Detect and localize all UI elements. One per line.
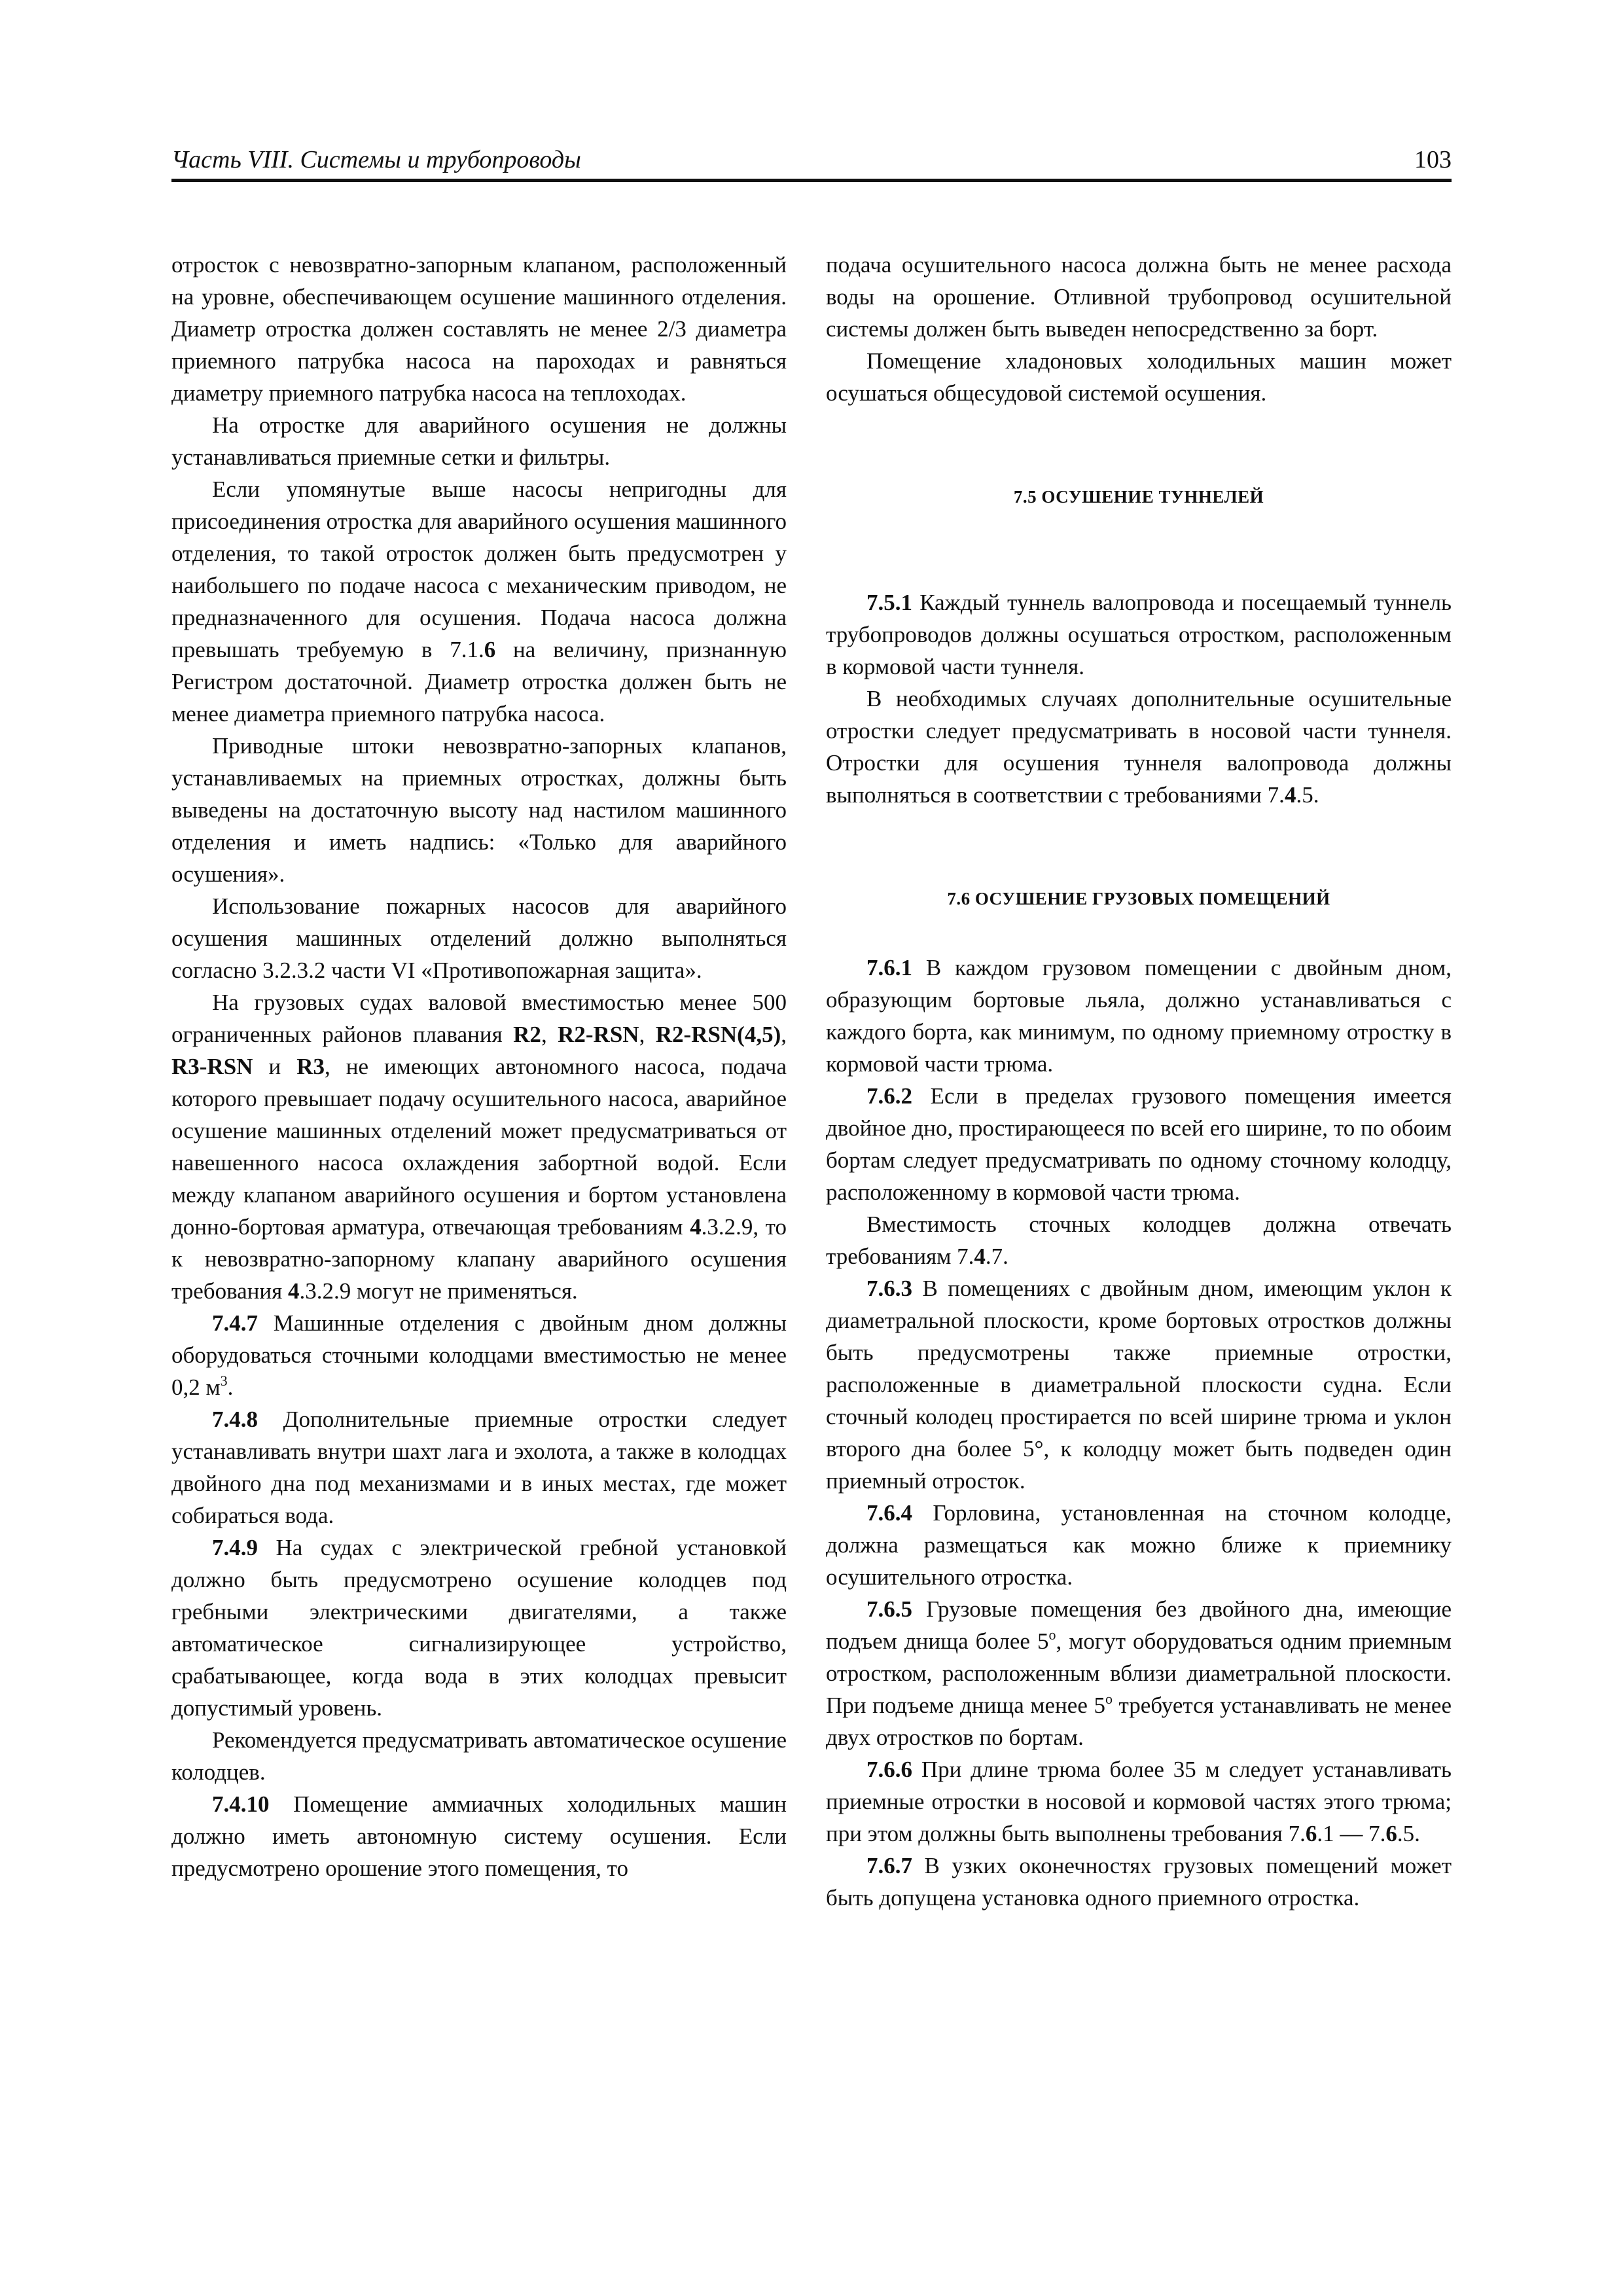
text-run: , xyxy=(781,1022,787,1047)
text-run: , xyxy=(541,1022,558,1047)
text-run: В помещениях с двойным дном, имеющим уклон к диаметральной плоскости, кроме бортовых отростков должны быть предусмотрены также приемные отростки, расположенные в диаметральной плоскости судна. Если сточный колодец простирается по всей ширине трюма и уклон второго дна более 5°, к колодцу может быть подведен один приемный отросток. xyxy=(826,1276,1452,1494)
clause-7-6-2 xyxy=(826,1080,1452,1208)
text-run: Вместимость сточных колодцев должна отвечать требованиям 7. xyxy=(826,1211,1452,1269)
text-run: , могут оборудоваться одним приемным отростком, расположенным вблизи диаметральной плоскости. При подъеме днища менее 5 xyxy=(826,1628,1452,1718)
clause-number: 7.6.3 xyxy=(866,1276,912,1301)
clause-number: 7.4.7 xyxy=(212,1310,258,1336)
text-run: В каждом грузовом помещении с двойным дном, образующим бортовые льяла, должно устанавливаться с каждого борта, как минимум, по одному приемному отростку в кормовой части трюма. xyxy=(826,955,1452,1077)
text-run: Помещение аммиачных холодильных машин должно иметь автономную систему осушения. Если предусмотрено орошение этого помещения, то xyxy=(171,1791,787,1881)
header-rule xyxy=(171,179,1452,182)
left-column xyxy=(171,249,787,1884)
clause-7-4-8 xyxy=(171,1403,787,1532)
running-header xyxy=(171,145,1452,178)
spacer xyxy=(826,811,1452,883)
text-run: На судах с электрической гребной установкой должно быть предусмотрено осушение колодцев под гребными электрическими двигателями, а также автоматическое сигнализирующее устройство, срабатывающее, когда вода в этих колодцах превысит допустимый уровень. xyxy=(171,1535,787,1721)
paragraph xyxy=(826,1208,1452,1272)
area-code: R2-RSN xyxy=(558,1022,639,1047)
text-run: В узких оконечностях грузовых помещений может быть допущена установка одного приемного отростка. xyxy=(826,1853,1452,1910)
clause-number: 7.5.1 xyxy=(866,590,912,615)
clause-number: 7.4.10 xyxy=(212,1791,270,1817)
paragraph: отросток с невозвратно-запорным клапаном, расположенный на уровне, обеспечивающем осушение машинного отделения. Диаметр отростка должен составлять не менее 2/3 диаметра приемного патрубка насоса на пароходах и равняться диаметру приемного патрубка насоса на теплоходах. xyxy=(171,252,787,406)
text-run: .1 — 7. xyxy=(1317,1821,1386,1846)
superscript: 3 xyxy=(220,1372,228,1389)
section-heading-7-5: 7.5 ОСУШЕНИЕ ТУННЕЛЕЙ xyxy=(1013,487,1264,507)
bold-ref: 6 xyxy=(1385,1821,1397,1846)
clause-7-6-3 xyxy=(826,1272,1452,1497)
text-run: , xyxy=(639,1022,656,1047)
paragraph: подача осушительного насоса должна быть не менее расхода воды на орошение. Отливной трубопровод осушительной системы должен быть выведен непосредственно за борт. xyxy=(826,252,1452,342)
text-run: на величину, признанную Регистром достаточной. Диаметр отростка должен быть не менее диаметра приемного патрубка насоса. xyxy=(171,637,787,726)
paragraph: Рекомендуется предусматривать автоматическое осушение колодцев. xyxy=(171,1727,787,1785)
text-run: .5. xyxy=(1296,782,1319,808)
clause-7-6-5 xyxy=(826,1593,1452,1753)
bold-ref: 6 xyxy=(484,637,496,662)
bold-ref: 4 xyxy=(690,1214,702,1240)
superscript: о xyxy=(1048,1626,1056,1643)
page-number: 103 xyxy=(1414,146,1452,173)
paragraph xyxy=(171,986,787,1307)
paragraph: На отростке для аварийного осушения не должны устанавливаться приемные сетки и фильтры. xyxy=(171,412,787,470)
area-code: R2-RSN(4,5) xyxy=(655,1022,781,1047)
text-run: .5. xyxy=(1397,1821,1420,1846)
clause-number: 7.4.8 xyxy=(212,1407,258,1432)
clause-number: 7.6.4 xyxy=(866,1500,912,1526)
clause-7-4-10 xyxy=(171,1788,787,1884)
clause-7-6-7 xyxy=(826,1850,1452,1914)
section-heading-7-6: 7.6 ОСУШЕНИЕ ГРУЗОВЫХ ПОМЕЩЕНИЙ xyxy=(947,889,1330,908)
text-run: .3.2.9 могут не применяться. xyxy=(299,1278,578,1304)
clause-number: 7.4.9 xyxy=(212,1535,258,1560)
area-code: R3-RSN xyxy=(171,1054,253,1079)
text-run: Горловина, установленная на сточном колодце, должна размещаться как можно ближе к приемнику осушительного отростка. xyxy=(826,1500,1452,1590)
clause-7-6-4 xyxy=(826,1497,1452,1593)
clause-number: 7.6.1 xyxy=(866,955,912,980)
area-code: R2 xyxy=(513,1022,541,1047)
paragraph xyxy=(826,683,1452,811)
clause-number: 7.6.5 xyxy=(866,1596,912,1622)
spacer xyxy=(826,915,1452,952)
superscript: о xyxy=(1105,1691,1113,1707)
clause-7-4-7 xyxy=(171,1307,787,1403)
bold-ref: 4 xyxy=(1284,782,1296,808)
text-run: Грузовые помещения без двойного дна, имеющие подъем днища более 5 xyxy=(826,1596,1452,1654)
paragraph xyxy=(171,473,787,730)
text-run: На грузовых судах валовой вместимостью менее 500 ограниченных районов плавания xyxy=(171,990,787,1047)
text-run: Если упомянутые выше насосы непригодны для присоединения отростка для аварийного осушения машинного отделения, то такой отросток должен быть предусмотрен у наибольшего по подаче насоса с механическим приводом, не предназначенного для осушения. Подача насоса должна превышать требуемую в 7.1. xyxy=(171,476,787,662)
text-run: и xyxy=(253,1054,297,1079)
spacer xyxy=(826,409,1452,481)
text-run: Если в пределах грузового помещения имеется двойное дно, простирающееся по всей его ширине, то по обоим бортам следует предусматривать по одному сточному колодцу, расположенному в кормовой части трюма. xyxy=(826,1083,1452,1205)
clause-7-4-9 xyxy=(171,1532,787,1724)
clause-number: 7.6.7 xyxy=(866,1853,912,1878)
text-run: , не имеющих автономного насоса, подача которого превышает подачу осушительного насоса, аварийное осушение машинных отделений может предусматриваться от навешенного насоса охлаждения забортной водой. Если между клапаном аварийного осушения и бортом установлена донно-бортовая арматура, отвечающая требованиям xyxy=(171,1054,787,1240)
text-run: В необходимых случаях дополнительные осушительные отростки следует предусматривать в носовой части туннеля. Отростки для осушения туннеля валопровода должны выполняться в соответствии с требованиями 7. xyxy=(826,686,1452,808)
clause-7-6-6 xyxy=(826,1753,1452,1850)
header-title: Часть VIII. Системы и трубопроводы xyxy=(171,146,581,173)
paragraph: Помещение хладоновых холодильных машин может осушаться общесудовой системой осушения. xyxy=(826,348,1452,406)
text-run: Машинные отделения с двойным дном должны оборудоваться сточными колодцами вместимостью не менее 0,2 м xyxy=(171,1310,787,1400)
text-run: требуется устанавливать не менее двух отростков по бортам. xyxy=(826,1693,1452,1750)
area-code: R3 xyxy=(296,1054,325,1079)
bold-ref: 6 xyxy=(1305,1821,1317,1846)
bold-ref: 4 xyxy=(287,1278,300,1304)
right-column xyxy=(826,249,1452,1914)
clause-number: 7.6.6 xyxy=(866,1757,912,1782)
clause-number: 7.6.2 xyxy=(866,1083,912,1109)
clause-7-6-1 xyxy=(826,952,1452,1080)
text-run: .7. xyxy=(985,1244,1008,1269)
text-run: Дополнительные приемные отростки следует устанавливать внутри шахт лага и эхолота, а также в колодцах двойного дна под механизмами и в иных местах, где может собираться вода. xyxy=(171,1407,787,1528)
spacer xyxy=(826,513,1452,586)
text-run: . xyxy=(227,1374,234,1400)
clause-7-5-1 xyxy=(826,586,1452,683)
paragraph: Использование пожарных насосов для аварийного осушения машинных отделений должно выполняться согласно 3.2.3.2 части VI «Противопожарная защита». xyxy=(171,893,787,983)
paragraph: Приводные штоки невозвратно-запорных клапанов, устанавливаемых на приемных отростках, должны быть выведены на достаточную высоту над настилом машинного отделения и иметь надпись: «Только для аварийного осушения». xyxy=(171,733,787,887)
text-run: При длине трюма более 35 м следует устанавливать приемные отростки в носовой и кормовой частях этого трюма; при этом должны быть выполнены требования 7. xyxy=(826,1757,1452,1846)
text-run: Каждый туннель валопровода и посещаемый туннель трубопроводов должны осушаться отростком, расположенным в кормовой части туннеля. xyxy=(826,590,1452,679)
text-run: .3.2.9, то к невозвратно-запорному клапану аварийного осушения требования xyxy=(171,1214,787,1304)
bold-ref: 4 xyxy=(974,1244,986,1269)
